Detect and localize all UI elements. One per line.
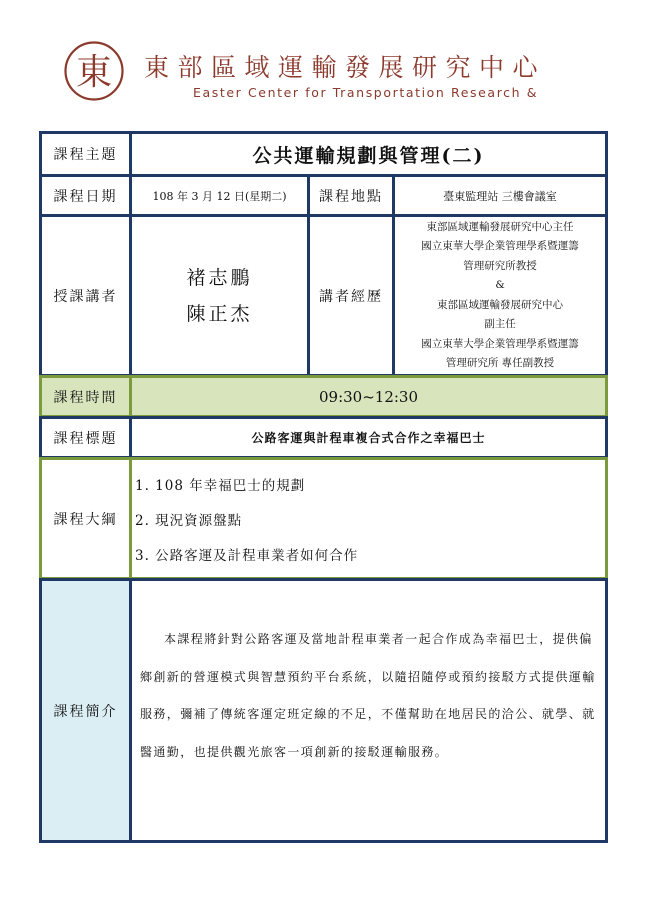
label-subject: 課程標題 bbox=[39, 416, 132, 459]
outline-item: 3. 公路客運及計程車業者如何合作 bbox=[135, 547, 359, 564]
bio-line: 東部區域運輸發展研究中心 bbox=[437, 298, 563, 311]
label-time: 課程時間 bbox=[39, 375, 132, 418]
course-time: 09:30~12:30 bbox=[129, 375, 608, 418]
course-date: 108 年 3 月 12 日(星期二) bbox=[129, 174, 310, 217]
bio-line: & bbox=[495, 279, 505, 291]
outline-item: 2. 現況資源盤點 bbox=[135, 512, 243, 529]
course-venue: 臺東監理站 三樓會議室 bbox=[392, 174, 608, 217]
bio-line: 國立東華大學企業管理學系暨運籌 bbox=[421, 337, 579, 350]
lecturer-names bbox=[129, 214, 310, 377]
org-name-cn: 東部區域運輸發展研究中心 bbox=[144, 53, 547, 82]
bio-line: 管理研究所 專任副教授 bbox=[445, 357, 555, 369]
org-name-en: Easter Center for Transportation Research & bbox=[193, 85, 539, 100]
org-logo bbox=[63, 40, 125, 102]
label-lecturer: 授課講者 bbox=[39, 214, 132, 377]
label-venue: 課程地點 bbox=[307, 174, 395, 217]
bio-line: 副主任 bbox=[484, 318, 516, 330]
lecturer-bio bbox=[392, 214, 608, 377]
outline-item: 1. 108 年幸福巴士的規劃 bbox=[135, 477, 306, 494]
course-intro bbox=[129, 578, 608, 843]
course-subject: 公路客運與計程車複合式合作之幸福巴士 bbox=[129, 416, 608, 459]
lecturer-name: 褚志鵬 bbox=[186, 266, 253, 289]
bio-line: 管理研究所教授 bbox=[463, 259, 537, 272]
bio-line: 東部區域運輸發展研究中心主任 bbox=[426, 220, 574, 233]
label-outline: 課程大綱 bbox=[39, 457, 132, 580]
label-bio: 講者經歷 bbox=[307, 214, 395, 377]
course-topic: 公共運輸規劃與管理(二) bbox=[129, 131, 608, 177]
course-outline bbox=[129, 457, 608, 580]
bio-line: 國立東華大學企業管理學系暨運籌 bbox=[421, 240, 579, 252]
label-intro: 課程簡介 bbox=[39, 578, 132, 843]
label-topic: 課程主題 bbox=[39, 131, 132, 177]
intro-text: 本課程將針對公路客運及當地計程車業者一起合作成為幸福巴士，提供偏鄉創新的營運模式與智慧預約平台系統，以隨招隨停或預約接駁方式提供運輸服務，彌補了傳統客運定班定線的不足，不僅幫助在地居民的洽公、就學、就醫通勤，也提供觀光旅客一項創新的接駁運輸服務。 bbox=[140, 632, 596, 759]
lecturer-name: 陳正杰 bbox=[186, 302, 253, 325]
logo-char: 東 bbox=[75, 52, 113, 93]
label-date: 課程日期 bbox=[39, 174, 132, 217]
